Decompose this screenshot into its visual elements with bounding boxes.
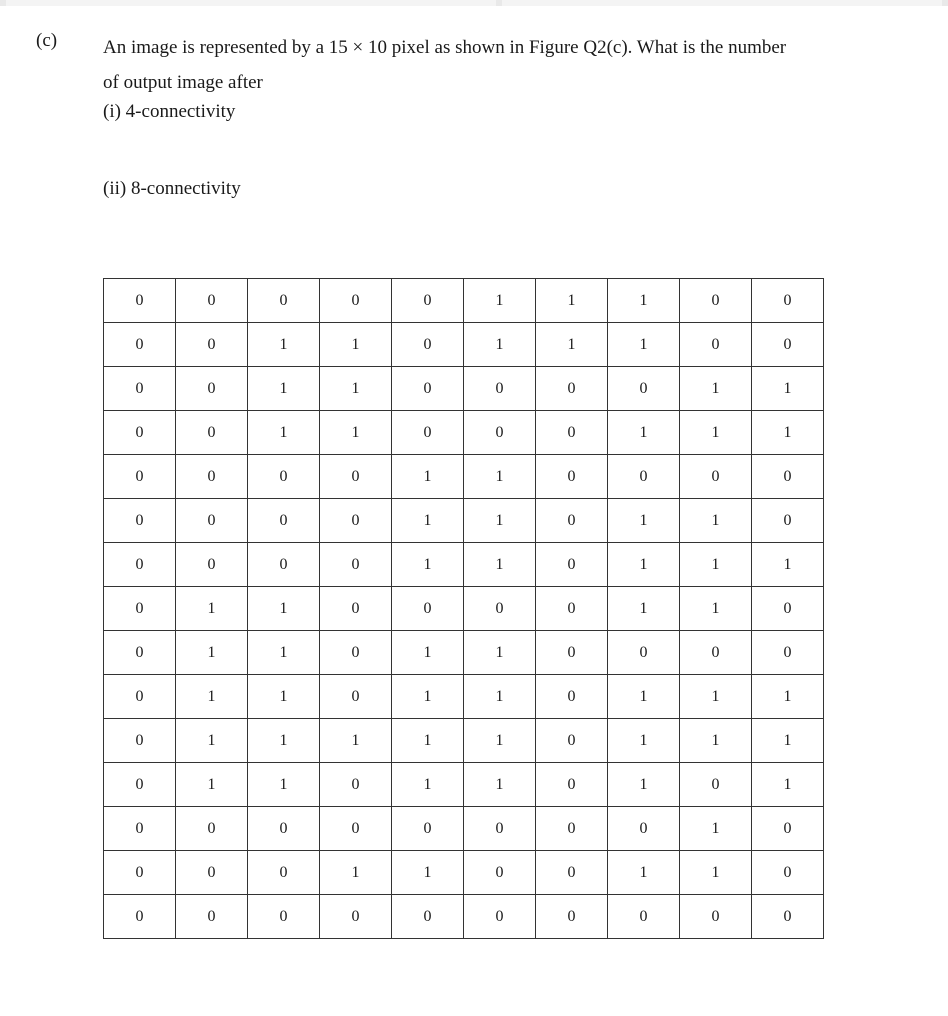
pixel-cell: 1 bbox=[680, 587, 752, 631]
grid-row bbox=[104, 895, 824, 939]
pixel-cell: 0 bbox=[176, 411, 248, 455]
grid-row bbox=[104, 807, 824, 851]
top-edge-segment bbox=[6, 0, 496, 6]
pixel-cell: 0 bbox=[320, 807, 392, 851]
pixel-cell: 0 bbox=[176, 455, 248, 499]
grid-row bbox=[104, 279, 824, 323]
pixel-cell: 0 bbox=[104, 587, 176, 631]
pixel-cell: 1 bbox=[536, 279, 608, 323]
pixel-cell: 0 bbox=[680, 763, 752, 807]
pixel-cell: 0 bbox=[536, 763, 608, 807]
question-label: (c) bbox=[36, 30, 58, 51]
question-line-2: of output image after bbox=[103, 72, 263, 93]
pixel-cell: 1 bbox=[392, 455, 464, 499]
pixel-cell: 1 bbox=[752, 411, 824, 455]
pixel-cell: 1 bbox=[680, 367, 752, 411]
pixel-cell: 1 bbox=[608, 411, 680, 455]
grid-row bbox=[104, 323, 824, 367]
pixel-cell: 1 bbox=[464, 499, 536, 543]
pixel-cell: 0 bbox=[176, 323, 248, 367]
pixel-cell: 0 bbox=[680, 279, 752, 323]
pixel-cell: 0 bbox=[248, 807, 320, 851]
pixel-cell: 1 bbox=[176, 631, 248, 675]
pixel-cell: 1 bbox=[464, 675, 536, 719]
pixel-cell: 1 bbox=[752, 763, 824, 807]
pixel-cell: 1 bbox=[248, 631, 320, 675]
pixel-cell: 0 bbox=[104, 851, 176, 895]
pixel-cell: 1 bbox=[248, 411, 320, 455]
pixel-cell: 1 bbox=[248, 763, 320, 807]
pixel-cell: 0 bbox=[104, 719, 176, 763]
part-i-4-connectivity: (i) 4-connectivity bbox=[103, 101, 236, 122]
pixel-cell: 0 bbox=[464, 895, 536, 939]
pixel-cell: 1 bbox=[392, 763, 464, 807]
pixel-cell: 1 bbox=[464, 543, 536, 587]
pixel-cell: 0 bbox=[176, 807, 248, 851]
pixel-cell: 0 bbox=[248, 543, 320, 587]
pixel-cell: 0 bbox=[248, 851, 320, 895]
pixel-cell: 0 bbox=[104, 543, 176, 587]
pixel-cell: 0 bbox=[176, 499, 248, 543]
grid-row bbox=[104, 411, 824, 455]
grid-row bbox=[104, 543, 824, 587]
pixel-cell: 1 bbox=[752, 367, 824, 411]
pixel-cell: 0 bbox=[392, 895, 464, 939]
pixel-cell: 1 bbox=[680, 807, 752, 851]
pixel-cell: 1 bbox=[464, 279, 536, 323]
pixel-cell: 0 bbox=[536, 367, 608, 411]
grid-row bbox=[104, 499, 824, 543]
pixel-cell: 0 bbox=[464, 411, 536, 455]
pixel-cell: 1 bbox=[608, 499, 680, 543]
pixel-cell: 0 bbox=[320, 279, 392, 323]
pixel-cell: 0 bbox=[392, 411, 464, 455]
pixel-cell: 1 bbox=[248, 323, 320, 367]
pixel-cell: 0 bbox=[536, 719, 608, 763]
pixel-cell: 1 bbox=[176, 719, 248, 763]
pixel-cell: 1 bbox=[320, 367, 392, 411]
grid-row bbox=[104, 675, 824, 719]
pixel-cell: 0 bbox=[536, 411, 608, 455]
pixel-cell: 0 bbox=[392, 279, 464, 323]
pixel-cell: 1 bbox=[392, 499, 464, 543]
pixel-cell: 1 bbox=[320, 411, 392, 455]
pixel-cell: 1 bbox=[248, 675, 320, 719]
pixel-cell: 1 bbox=[248, 719, 320, 763]
pixel-cell: 1 bbox=[752, 675, 824, 719]
pixel-cell: 0 bbox=[752, 323, 824, 367]
pixel-cell: 1 bbox=[176, 675, 248, 719]
pixel-cell: 1 bbox=[392, 543, 464, 587]
pixel-cell: 0 bbox=[248, 895, 320, 939]
pixel-cell: 0 bbox=[536, 499, 608, 543]
pixel-cell: 1 bbox=[248, 587, 320, 631]
pixel-cell: 0 bbox=[104, 279, 176, 323]
pixel-cell: 0 bbox=[536, 895, 608, 939]
pixel-cell: 1 bbox=[608, 675, 680, 719]
pixel-grid-body bbox=[104, 279, 824, 939]
grid-row bbox=[104, 587, 824, 631]
pixel-cell: 0 bbox=[464, 851, 536, 895]
pixel-cell: 1 bbox=[392, 851, 464, 895]
pixel-cell: 0 bbox=[608, 455, 680, 499]
pixel-cell: 0 bbox=[104, 631, 176, 675]
pixel-cell: 0 bbox=[320, 543, 392, 587]
pixel-cell: 0 bbox=[248, 455, 320, 499]
pixel-cell: 0 bbox=[176, 851, 248, 895]
pixel-cell: 1 bbox=[320, 719, 392, 763]
pixel-cell: 0 bbox=[176, 279, 248, 323]
pixel-cell: 1 bbox=[176, 763, 248, 807]
pixel-cell: 0 bbox=[752, 499, 824, 543]
pixel-cell: 0 bbox=[104, 455, 176, 499]
grid-row bbox=[104, 631, 824, 675]
pixel-cell: 0 bbox=[392, 367, 464, 411]
pixel-cell: 1 bbox=[680, 543, 752, 587]
pixel-cell: 0 bbox=[176, 895, 248, 939]
pixel-cell: 1 bbox=[392, 631, 464, 675]
pixel-cell: 0 bbox=[752, 631, 824, 675]
pixel-cell: 0 bbox=[464, 367, 536, 411]
pixel-cell: 0 bbox=[392, 587, 464, 631]
pixel-cell: 1 bbox=[464, 763, 536, 807]
pixel-cell: 0 bbox=[104, 323, 176, 367]
pixel-cell: 1 bbox=[608, 587, 680, 631]
pixel-cell: 0 bbox=[320, 631, 392, 675]
pixel-cell: 0 bbox=[608, 367, 680, 411]
grid-row bbox=[104, 367, 824, 411]
grid-row bbox=[104, 455, 824, 499]
pixel-cell: 1 bbox=[248, 367, 320, 411]
pixel-cell: 0 bbox=[680, 631, 752, 675]
pixel-cell: 0 bbox=[104, 367, 176, 411]
pixel-cell: 0 bbox=[752, 455, 824, 499]
pixel-cell: 0 bbox=[608, 895, 680, 939]
pixel-cell: 1 bbox=[320, 323, 392, 367]
pixel-cell: 1 bbox=[680, 851, 752, 895]
grid-row bbox=[104, 851, 824, 895]
pixel-cell: 0 bbox=[320, 763, 392, 807]
pixel-cell: 1 bbox=[680, 411, 752, 455]
pixel-cell: 0 bbox=[320, 455, 392, 499]
pixel-cell: 1 bbox=[176, 587, 248, 631]
pixel-cell: 0 bbox=[248, 279, 320, 323]
pixel-cell: 1 bbox=[464, 719, 536, 763]
pixel-cell: 0 bbox=[248, 499, 320, 543]
pixel-cell: 0 bbox=[320, 675, 392, 719]
pixel-cell: 0 bbox=[680, 323, 752, 367]
pixel-cell: 0 bbox=[320, 499, 392, 543]
pixel-cell: 0 bbox=[176, 543, 248, 587]
pixel-cell: 1 bbox=[608, 851, 680, 895]
pixel-cell: 1 bbox=[320, 851, 392, 895]
pixel-cell: 1 bbox=[464, 631, 536, 675]
pixel-grid-figure bbox=[103, 278, 824, 939]
pixel-cell: 1 bbox=[392, 675, 464, 719]
pixel-cell: 1 bbox=[608, 763, 680, 807]
grid-row bbox=[104, 719, 824, 763]
pixel-cell: 0 bbox=[536, 807, 608, 851]
grid-row bbox=[104, 763, 824, 807]
pixel-cell: 0 bbox=[104, 807, 176, 851]
pixel-cell: 0 bbox=[536, 587, 608, 631]
pixel-cell: 1 bbox=[680, 499, 752, 543]
pixel-cell: 1 bbox=[752, 543, 824, 587]
pixel-cell: 1 bbox=[608, 279, 680, 323]
pixel-cell: 0 bbox=[392, 323, 464, 367]
pixel-cell: 0 bbox=[680, 455, 752, 499]
pixel-cell: 1 bbox=[464, 455, 536, 499]
pixel-cell: 0 bbox=[752, 279, 824, 323]
pixel-cell: 0 bbox=[464, 587, 536, 631]
pixel-cell: 1 bbox=[464, 323, 536, 367]
pixel-cell: 1 bbox=[536, 323, 608, 367]
question-text bbox=[103, 30, 923, 100]
pixel-cell: 0 bbox=[320, 895, 392, 939]
pixel-cell: 0 bbox=[752, 807, 824, 851]
pixel-cell: 0 bbox=[536, 543, 608, 587]
pixel-cell: 0 bbox=[608, 807, 680, 851]
pixel-cell: 0 bbox=[752, 895, 824, 939]
pixel-cell: 1 bbox=[608, 323, 680, 367]
pixel-cell: 0 bbox=[392, 807, 464, 851]
pixel-cell: 0 bbox=[104, 895, 176, 939]
pixel-cell: 0 bbox=[104, 763, 176, 807]
pixel-cell: 0 bbox=[104, 499, 176, 543]
pixel-cell: 0 bbox=[320, 587, 392, 631]
pixel-cell: 1 bbox=[752, 719, 824, 763]
pixel-cell: 0 bbox=[104, 411, 176, 455]
pixel-cell: 1 bbox=[680, 719, 752, 763]
part-ii-8-connectivity: (ii) 8-connectivity bbox=[103, 178, 241, 199]
pixel-cell: 0 bbox=[536, 675, 608, 719]
pixel-cell: 0 bbox=[608, 631, 680, 675]
pixel-cell: 1 bbox=[680, 675, 752, 719]
pixel-cell: 1 bbox=[392, 719, 464, 763]
pixel-cell: 0 bbox=[536, 851, 608, 895]
pixel-cell: 0 bbox=[752, 587, 824, 631]
top-edge-strip bbox=[0, 0, 948, 6]
pixel-cell: 0 bbox=[176, 367, 248, 411]
top-edge-segment bbox=[502, 0, 942, 6]
pixel-cell: 1 bbox=[608, 719, 680, 763]
pixel-cell: 0 bbox=[536, 455, 608, 499]
pixel-cell: 0 bbox=[464, 807, 536, 851]
pixel-cell: 0 bbox=[104, 675, 176, 719]
pixel-cell: 0 bbox=[536, 631, 608, 675]
question-line-1: An image is represented by a 15 × 10 pixel as shown in Figure Q2(c). What is the number bbox=[103, 37, 787, 58]
pixel-cell: 0 bbox=[752, 851, 824, 895]
pixel-cell: 0 bbox=[680, 895, 752, 939]
pixel-cell: 1 bbox=[608, 543, 680, 587]
